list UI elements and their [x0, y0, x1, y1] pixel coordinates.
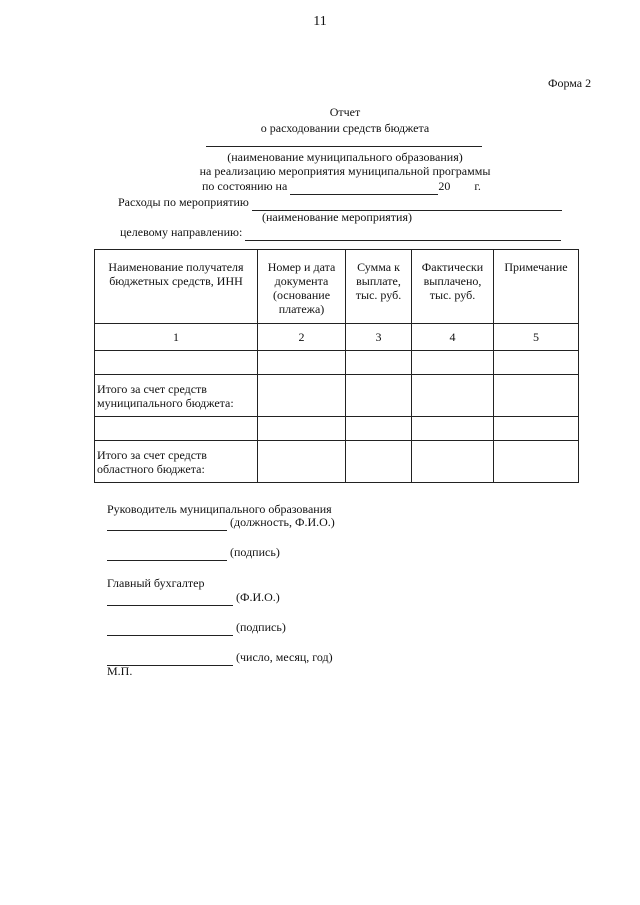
table-number-row: [95, 324, 579, 351]
date-blank: [290, 179, 438, 195]
col-number-1: 1: [95, 324, 258, 351]
total-municipal-row: [95, 375, 579, 417]
fio-blank: [107, 590, 233, 606]
program-line: на реализацию мероприятия муниципальной программы: [199, 164, 491, 178]
empty-cell: [412, 375, 494, 417]
signature-caption-1: (подпись): [230, 545, 280, 559]
empty-cell: [412, 417, 494, 441]
signature-blank-1: [107, 545, 227, 561]
head-title: Руководитель муниципального образования: [107, 502, 332, 516]
report-title: Отчет: [329, 105, 361, 119]
date-prefix: по состоянию на: [202, 179, 288, 193]
header-paid: Фактически выплачено, тыс. руб.: [412, 250, 494, 324]
signature-row-1: [107, 545, 280, 561]
position-blank: [107, 515, 227, 531]
total-regional-row: [95, 441, 579, 483]
empty-cell: [494, 417, 579, 441]
empty-cell: [412, 351, 494, 375]
empty-cell: [95, 417, 258, 441]
municipality-line: [206, 146, 482, 147]
fio-row: [107, 590, 280, 606]
empty-cell: [346, 441, 412, 483]
page-number: 11: [313, 14, 327, 29]
empty-cell: [346, 375, 412, 417]
col-number-4: 4: [412, 324, 494, 351]
header-note: Примечание: [494, 250, 579, 324]
event-caption: (наименование мероприятия): [262, 210, 412, 224]
expenses-row: [118, 195, 562, 211]
stamp-label: М.П.: [107, 664, 133, 678]
date-sign-row: [107, 650, 333, 666]
header-amount: Сумма к выплате, тыс. руб.: [346, 250, 412, 324]
report-subtitle: о расходовании средств бюджета: [260, 121, 430, 135]
empty-cell: [95, 351, 258, 375]
form-label: Форма 2: [548, 76, 592, 90]
municipality-caption: (наименование муниципального образования): [227, 150, 463, 164]
date-year: 20: [438, 179, 451, 193]
event-blank: [252, 195, 562, 211]
header-recipient: Наименование получателя бюджетных средств, ИНН: [95, 250, 258, 324]
date-sign-caption: (число, месяц, год): [236, 650, 333, 664]
table-row: [95, 351, 579, 375]
empty-cell: [346, 417, 412, 441]
empty-cell: [494, 441, 579, 483]
position-row: [107, 515, 335, 531]
direction-label: целевому направлению:: [120, 225, 243, 239]
accountant-title: Главный бухгалтер: [107, 576, 205, 590]
total-municipal-label: Итого за счет средств муниципального бюджета:: [95, 375, 258, 417]
empty-cell: [346, 351, 412, 375]
col-number-2: 2: [258, 324, 346, 351]
empty-cell: [494, 351, 579, 375]
signature-caption-2: (подпись): [236, 620, 286, 634]
report-table: [94, 249, 579, 483]
col-number-5: 5: [494, 324, 579, 351]
header-document: Номер и дата документа (основание платежа): [258, 250, 346, 324]
empty-cell: [258, 351, 346, 375]
total-regional-label: Итого за счет средств областного бюджета:: [95, 441, 258, 483]
date-suffix: г.: [474, 179, 481, 193]
empty-cell: [412, 441, 494, 483]
empty-cell: [258, 417, 346, 441]
date-row: [202, 179, 481, 195]
empty-cell: [258, 375, 346, 417]
signature-row-2: [107, 620, 286, 636]
table-row: [95, 417, 579, 441]
table-header-row: [95, 250, 579, 324]
signature-blank-2: [107, 620, 233, 636]
expenses-label: Расходы по мероприятию: [118, 195, 249, 209]
position-caption: (должность, Ф.И.О.): [230, 515, 335, 529]
direction-row: [120, 225, 561, 241]
col-number-3: 3: [346, 324, 412, 351]
empty-cell: [494, 375, 579, 417]
fio-caption: (Ф.И.О.): [236, 590, 280, 604]
empty-cell: [258, 441, 346, 483]
direction-blank: [245, 225, 561, 241]
